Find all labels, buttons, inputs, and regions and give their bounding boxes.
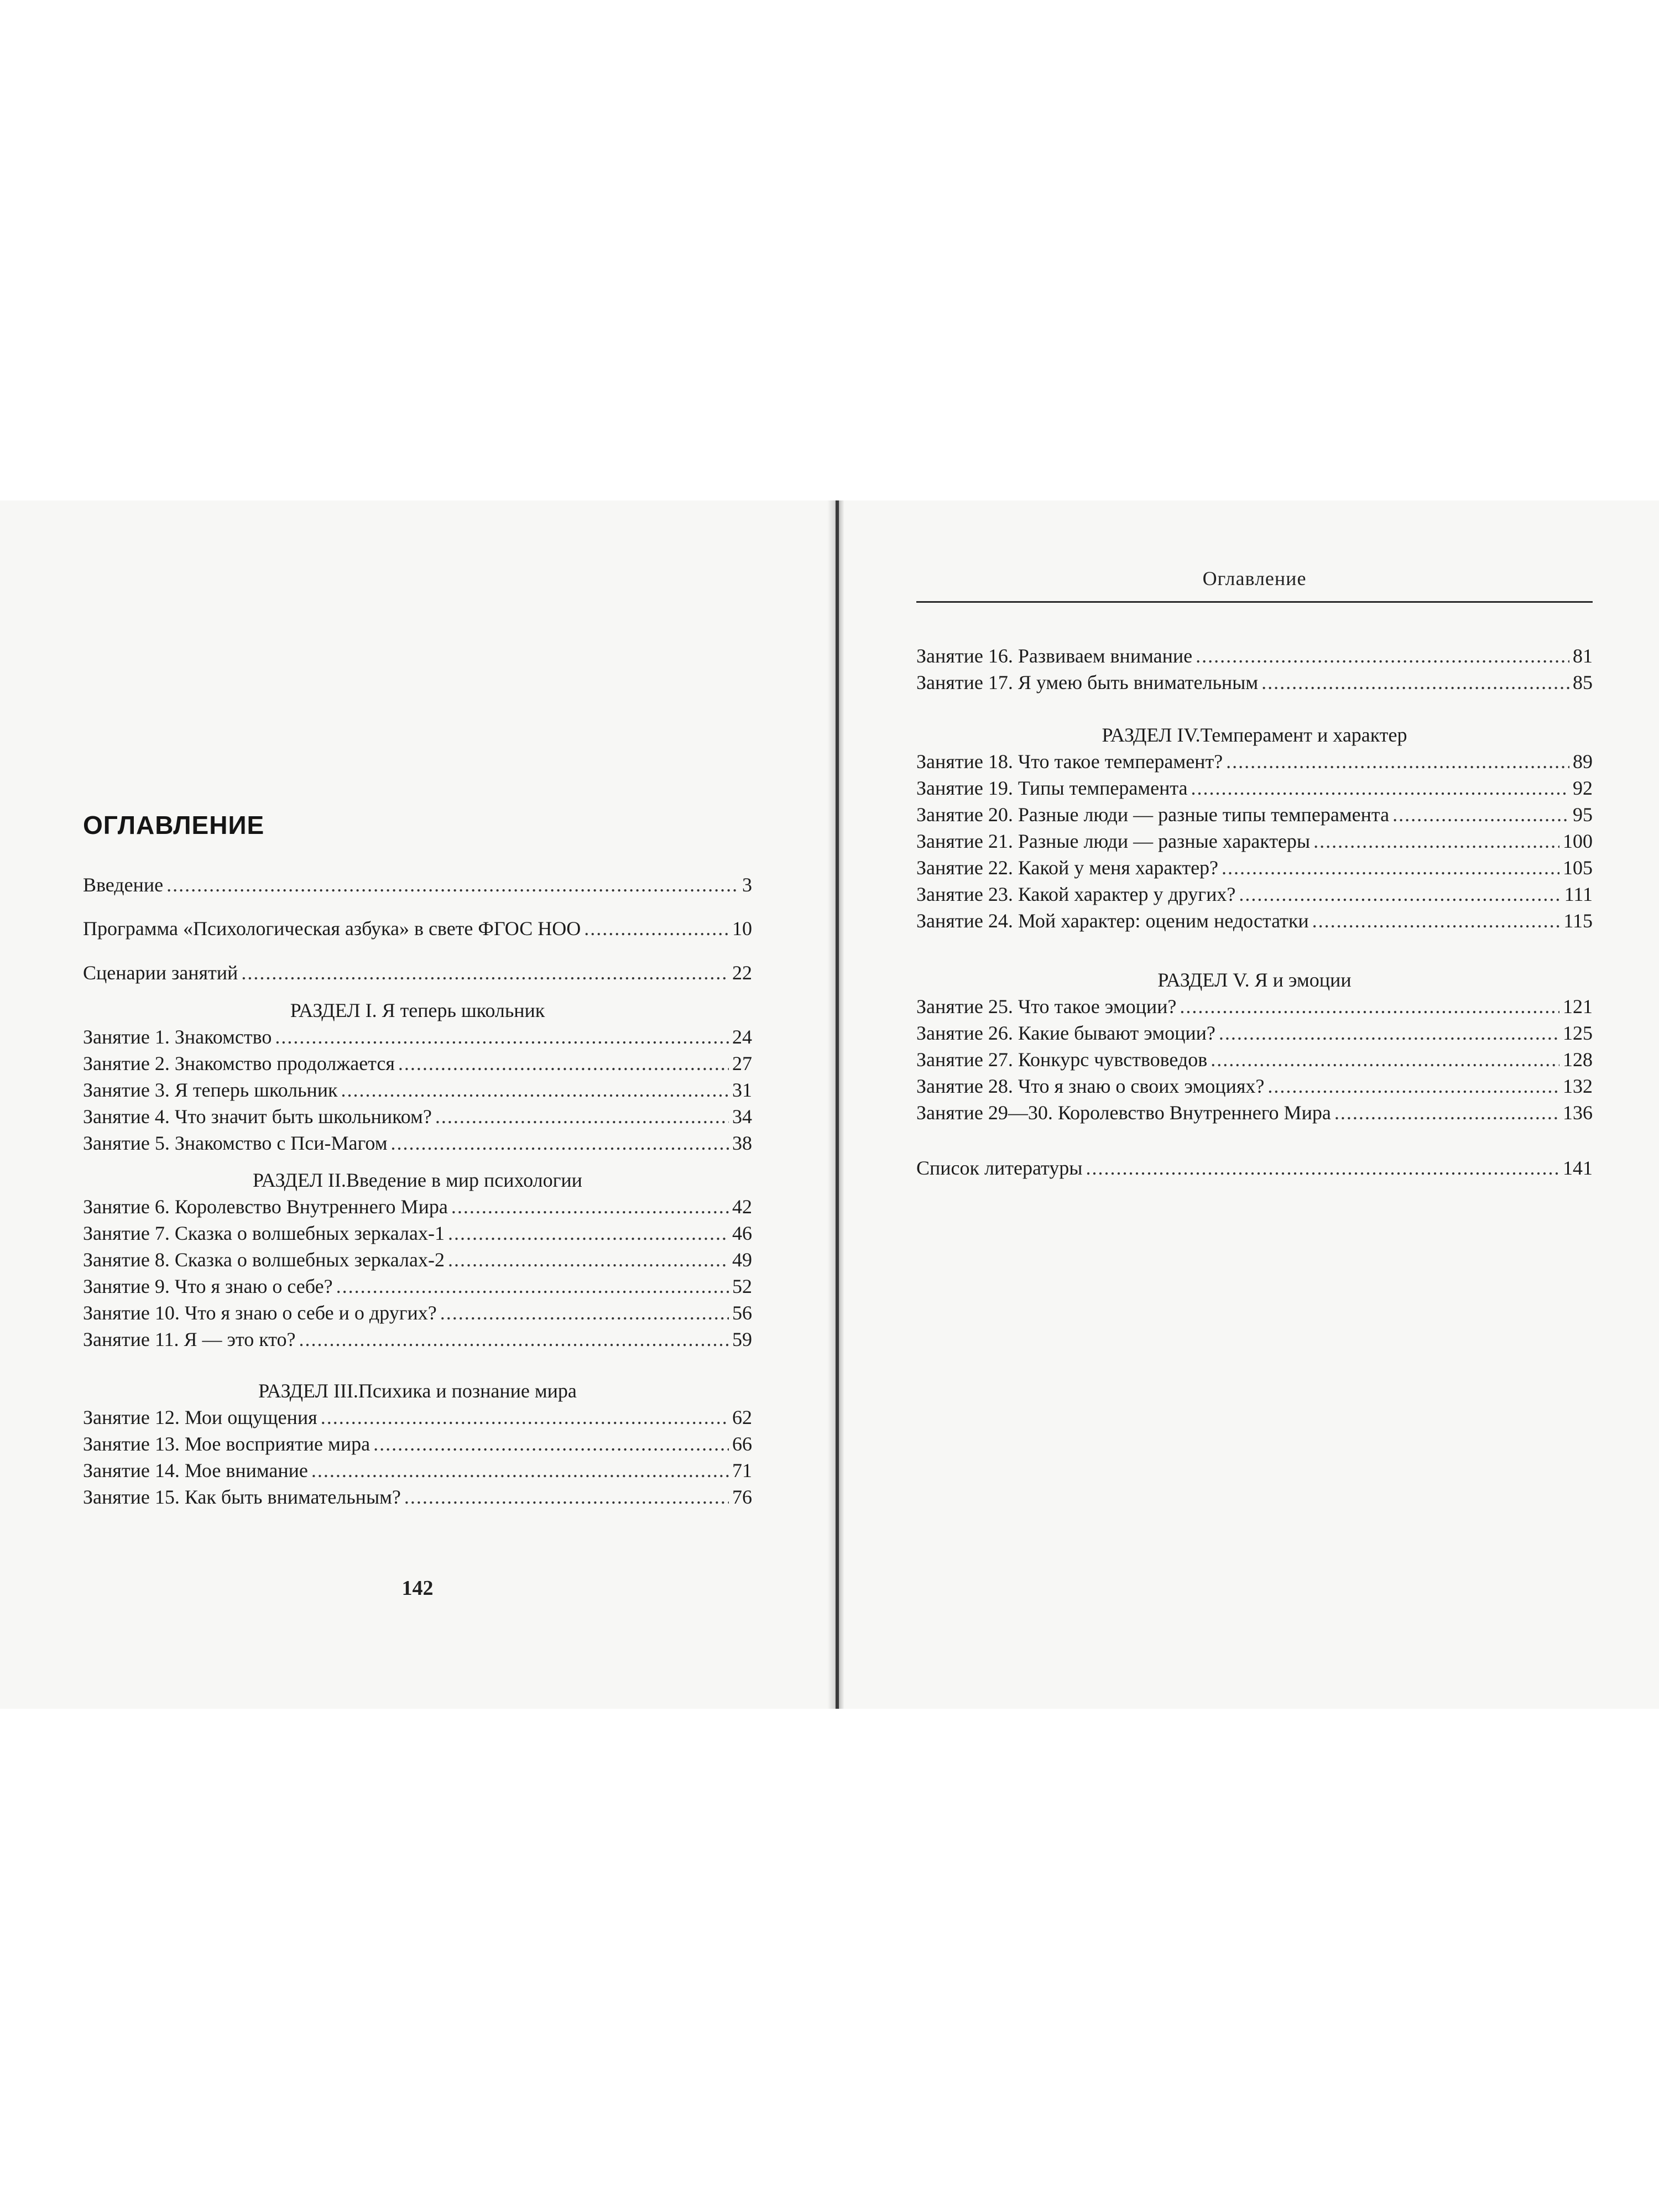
- dot-leader: [390, 1131, 729, 1155]
- toc-entry-title: Занятие 16. Развиваем внимание: [916, 645, 1193, 667]
- header-rule: [916, 601, 1593, 603]
- toc-entry-title: Занятие 4. Что значит быть школьником?: [83, 1105, 432, 1128]
- dot-leader: [1239, 882, 1561, 906]
- toc-entry-title: Занятие 9. Что я знаю о себе?: [83, 1275, 333, 1297]
- toc-entry-page: 85: [1573, 671, 1593, 693]
- toc-entry-page: 3: [742, 874, 752, 896]
- toc-entry-page: 141: [1563, 1157, 1593, 1179]
- toc-entry-title: Занятие 8. Сказка о волшебных зеркалах-2: [83, 1249, 445, 1271]
- dot-leader: [373, 1432, 729, 1456]
- toc-entry-title: Занятие 7. Сказка о волшебных зеркалах-1: [83, 1222, 445, 1244]
- toc-entry-title: Занятие 20. Разные люди — разные типы темперамента: [916, 804, 1390, 826]
- dot-leader: [1219, 1021, 1559, 1045]
- dot-leader: [241, 961, 729, 985]
- toc-entry-title: Занятие 19. Типы темперамента: [916, 777, 1188, 799]
- toc-entry-page: 38: [732, 1132, 752, 1154]
- toc-entry-title: Занятие 6. Королевство Внутреннего Мира: [83, 1196, 448, 1218]
- toc-entry: [83, 916, 752, 941]
- dot-leader: [1313, 829, 1559, 853]
- toc-entry: [83, 1104, 752, 1129]
- dot-leader: [1196, 644, 1569, 668]
- dot-leader: [336, 1274, 729, 1298]
- toc-entry-title: Занятие 5. Знакомство с Пси-Магом: [83, 1132, 388, 1154]
- toc-entry: [83, 1221, 752, 1245]
- toc-entry: [83, 1131, 752, 1155]
- toc-entry: [83, 1405, 752, 1430]
- toc-entry: [83, 873, 752, 897]
- toc-entry-title: Занятие 25. Что такое эмоции?: [916, 995, 1177, 1018]
- toc-entry-page: 92: [1573, 777, 1593, 799]
- toc-entry-page: 105: [1563, 857, 1593, 879]
- toc-entry-page: 49: [732, 1249, 752, 1271]
- section-title: РАЗДЕЛ II.Введение в мир психологии: [253, 1169, 582, 1191]
- section-title: РАЗДЕЛ V. Я и эмоции: [1157, 969, 1352, 991]
- toc-entry-title: Занятие 2. Знакомство продолжается: [83, 1052, 395, 1074]
- running-header: Оглавление: [1202, 567, 1307, 589]
- toc-entry-page: 89: [1573, 750, 1593, 773]
- toc-entry-title: Занятие 29—30. Королевство Внутреннего Мира: [916, 1102, 1331, 1124]
- toc-entry-page: 132: [1563, 1075, 1593, 1097]
- dot-leader: [448, 1248, 729, 1272]
- toc-entry-title: Занятие 23. Какой характер у других?: [916, 883, 1236, 905]
- toc-entry-title: Занятие 18. Что такое темперамент?: [916, 750, 1223, 773]
- dot-leader: [275, 1025, 729, 1049]
- toc-entry-title: Занятие 27. Конкурс чувствоведов: [916, 1048, 1208, 1071]
- toc-entry-title: Введение: [83, 874, 164, 896]
- toc-entry: [83, 1458, 752, 1483]
- toc-entry: [83, 1051, 752, 1076]
- toc-entry-title: Список литературы: [916, 1157, 1083, 1179]
- toc-entry-title: Сценарии занятий: [83, 962, 238, 984]
- toc-entry: [916, 1156, 1593, 1180]
- dot-leader: [299, 1327, 729, 1352]
- dot-leader: [1222, 855, 1559, 880]
- toc-entry: [83, 1194, 752, 1219]
- dot-leader: [1180, 994, 1559, 1019]
- toc-entry-title: Занятие 17. Я умею быть внимательным: [916, 671, 1259, 693]
- toc-entry-title: Занятие 11. Я — это кто?: [83, 1328, 296, 1350]
- toc-entry-page: 115: [1563, 910, 1593, 932]
- toc-entry-title: Занятие 13. Мое восприятие мира: [83, 1433, 371, 1455]
- page-number: 142: [401, 1577, 434, 1600]
- toc-entry: [83, 1274, 752, 1298]
- toc-entry-page: 81: [1573, 645, 1593, 667]
- toc-entry-page: 100: [1563, 830, 1593, 852]
- dot-leader: [404, 1485, 729, 1509]
- toc-entry-page: 34: [732, 1105, 752, 1128]
- dot-leader: [451, 1194, 729, 1219]
- toc-entry-page: 66: [732, 1433, 752, 1455]
- dot-leader: [1211, 1047, 1559, 1072]
- toc-entry-page: 76: [732, 1486, 752, 1508]
- section-title: РАЗДЕЛ I. Я теперь школьник: [290, 999, 545, 1021]
- section-title: РАЗДЕЛ IV.Темперамент и характер: [1102, 724, 1407, 746]
- toc-entry-title: Занятие 28. Что я знаю о своих эмоциях?: [916, 1075, 1265, 1097]
- toc-entry-title: Занятие 10. Что я знаю о себе и о других?: [83, 1302, 437, 1324]
- toc-entry: [916, 909, 1593, 933]
- toc-entry-page: 46: [732, 1222, 752, 1244]
- dot-leader: [440, 1301, 729, 1325]
- toc-entry-page: 27: [732, 1052, 752, 1074]
- toc-entry: [916, 776, 1593, 800]
- toc-entry-page: 59: [732, 1328, 752, 1350]
- toc-entry: [916, 670, 1593, 695]
- toc-entry: [83, 1078, 752, 1102]
- right-page: [836, 500, 1659, 1709]
- toc-entry-page: 95: [1573, 804, 1593, 826]
- toc-entry: [916, 882, 1593, 906]
- toc-entry: [83, 1432, 752, 1456]
- toc-entry-page: 71: [732, 1459, 752, 1481]
- toc-entry-title: Занятие 21. Разные люди — разные характеры: [916, 830, 1311, 852]
- toc-entry-page: 10: [732, 917, 752, 940]
- toc-entry-page: 24: [732, 1026, 752, 1048]
- toc-entry-title: Занятие 22. Какой у меня характер?: [916, 857, 1219, 879]
- toc-entry: [916, 1074, 1593, 1098]
- dot-leader: [1312, 909, 1561, 933]
- book-spread: [0, 500, 1659, 1709]
- dot-leader: [448, 1221, 729, 1245]
- toc-entry-page: 31: [732, 1079, 752, 1101]
- dot-leader: [1261, 670, 1569, 695]
- toc-entry-page: 125: [1563, 1022, 1593, 1044]
- toc-entry-title: Занятие 3. Я теперь школьник: [83, 1079, 338, 1101]
- toc-entry: [916, 644, 1593, 668]
- toc-entry-page: 52: [732, 1275, 752, 1297]
- toc-entry-page: 62: [732, 1406, 752, 1428]
- toc-entry-page: 42: [732, 1196, 752, 1218]
- toc-entry: [83, 1248, 752, 1272]
- dot-leader: [311, 1458, 729, 1483]
- toc-entry-page: 56: [732, 1302, 752, 1324]
- dot-leader: [341, 1078, 729, 1102]
- toc-entry-page: 121: [1563, 995, 1593, 1018]
- toc-entry: [916, 829, 1593, 853]
- toc-entry-title: Программа «Психологическая азбука» в свете ФГОС НОО: [83, 917, 581, 940]
- toc-entry: [83, 1327, 752, 1352]
- dot-leader: [1191, 776, 1569, 800]
- toc-entry: [916, 749, 1593, 774]
- toc-entry-title: Занятие 24. Мой характер: оценим недостатки: [916, 910, 1309, 932]
- dot-leader: [1226, 749, 1569, 774]
- toc-entry: [916, 802, 1593, 827]
- toc-entry: [83, 1025, 752, 1049]
- toc-entry: [916, 1021, 1593, 1045]
- toc-entry: [916, 855, 1593, 880]
- dot-leader: [1267, 1074, 1559, 1098]
- toc-entry-title: Занятие 26. Какие бывают эмоции?: [916, 1022, 1215, 1044]
- dot-leader: [1086, 1156, 1559, 1180]
- toc-entry-title: Занятие 12. Мои ощущения: [83, 1406, 317, 1428]
- toc-entry-page: 128: [1563, 1048, 1593, 1071]
- toc-entry-page: 136: [1563, 1102, 1593, 1124]
- toc-heading: ОГЛАВЛЕНИЕ: [83, 811, 265, 839]
- toc-entry-title: Занятие 14. Мое внимание: [83, 1459, 308, 1481]
- dot-leader: [1334, 1100, 1559, 1125]
- left-page: [0, 500, 836, 1709]
- toc-entry-page: 22: [732, 962, 752, 984]
- toc-entry-title: Занятие 15. Как быть внимательным?: [83, 1486, 401, 1508]
- dot-leader: [166, 873, 739, 897]
- dot-leader: [435, 1104, 729, 1129]
- dot-leader: [321, 1405, 729, 1430]
- toc-entry: [916, 1100, 1593, 1125]
- dot-leader: [584, 916, 729, 941]
- toc-entry: [83, 961, 752, 985]
- toc-entry-page: 111: [1564, 883, 1593, 905]
- toc-entry-title: Занятие 1. Знакомство: [83, 1026, 272, 1048]
- toc-entry: [83, 1301, 752, 1325]
- toc-entry: [83, 1485, 752, 1509]
- toc-entry: [916, 994, 1593, 1019]
- dot-leader: [398, 1051, 729, 1076]
- section-title: РАЗДЕЛ III.Психика и познание мира: [258, 1380, 577, 1402]
- toc-entry: [916, 1047, 1593, 1072]
- dot-leader: [1392, 802, 1569, 827]
